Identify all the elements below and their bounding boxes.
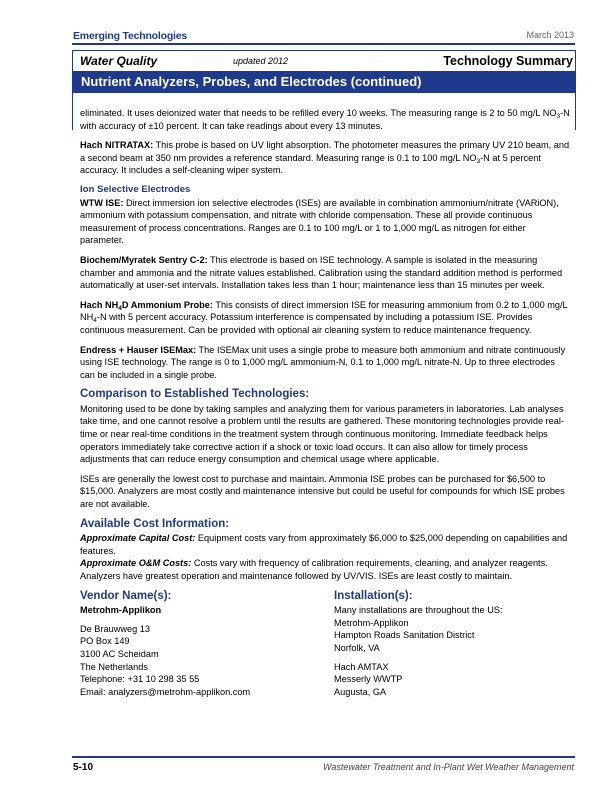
address-line: The Netherlands: [80, 661, 148, 672]
summary-label: Technology Summary: [443, 54, 573, 68]
paragraph: eliminated. It uses deionized water that needs to be refilled every 10 weeks. The measuring range is 2 to 50 mg/L $NO_3-N$ with accuracy of ±10 percent. It can take readings about every 13 minutes.: [80, 108, 570, 131]
paragraph: ISEs are generally the lowest cost to purchase and maintain. Ammonia ISE probes can be purchased for $6,500 to $15,000. Analyzers are most costly and maintenance intensive but could be useful for compounds for which ISE probes are not available.: [80, 473, 565, 510]
header-section: Emerging Technologies: [73, 30, 188, 42]
paragraph: Approximate Capital Cost: Equipment costs vary from approximately $6,000 to $25,000 depending on capabilities and features.: [80, 533, 568, 556]
header-rule: [72, 43, 575, 45]
install-line: Hach AMTAX: [334, 661, 389, 672]
vendor-name: Metrohm-Applikon: [80, 605, 162, 616]
vendor-column: [80, 590, 334, 699]
paragraph: WTW ISE: Direct immersion ion selective electrodes (ISEs) are available in combination ammonium/nitrate (VARiON), ammonium with potassium compensation, and nitrate with chloride compensation. These all provide continuous measurement of process concentrations. Ranges are 0.1 to 100 mg/L or 1 to 1,000 mg/L as nitrogen for either parameter.: [80, 197, 559, 246]
install-line: Hampton Roads Sanitation District: [334, 630, 475, 641]
paragraph: Biochem/Myratek Sentry C-2: This electrode is based on ISE technology. A sample is isolated in the measuring chamber and ammonia and the nitrate values established. Calibration using the standard addition method is performed automatically at user-set intervals. Installation takes less than 1 hour; maintenance less than 15 minutes per week.: [80, 254, 563, 291]
address-line: 3100 AC Scheidam: [80, 648, 159, 659]
install-column: [334, 590, 570, 699]
section-heading: Available Cost Information:: [80, 517, 230, 530]
email: Email: analyzers@metrohm-applikon.com: [80, 686, 251, 697]
footer-title: Wastewater Treatment and In-Plant Wet Weather Management: [323, 762, 574, 772]
section-heading: Vendor Name(s):: [80, 589, 172, 602]
header-date: March 2013: [526, 30, 574, 40]
section-heading: Comparison to Established Technologies:: [80, 388, 310, 401]
paragraph: Hach NITRATAX: This probe is based on UV light absorption. The photometer measures the primary UV 210 beam, and a second beam at 350 nm provides a reference standard. Measuring range is 0.1 to 100 mg/L $NO_3-N$ at 5 percent accuracy. It includes a self-cleaning wiper system.: [80, 140, 570, 176]
paragraph: Monitoring used to be done by taking samples and analyzing them for various parameters in laboratories. Lab analyses take time, and one cannot resolve a problem until the results are gathered. These monitoring technologies provide real-time or near real-time conditions in the treatment system through continuous monitoring. Immediate feedback helps operators immediately take corrective action if a shock or toxic load occurs. It can also allow for timely process adjustments that can reduce energy consumption and chemical usage where applicable.: [80, 403, 564, 465]
address-line: De Brauwweg 13: [80, 623, 150, 634]
install-line: Augusta, GA: [334, 686, 387, 697]
paragraph: Endress + Hauser ISEMax: The ISEMax unit uses a single probe to measure both ammonium and nitrate continuously using ISE technology. The range is 0 to 1,000 mg/L ammonium-N, 0.1 to 1,000 mg/L nitrate-N. Up to three electrodes can be included in a single probe.: [80, 344, 566, 380]
page-number: 5-10: [73, 762, 94, 773]
install-line: Norfolk, VA: [334, 642, 380, 653]
main-content: [80, 107, 570, 698]
address-line: PO Box 149: [80, 636, 130, 647]
telephone: Telephone: +31 10 298 35 55: [80, 674, 200, 685]
updated-label: updated 2012: [233, 56, 289, 66]
page-title: Nutrient Analyzers, Probes, and Electrodes (continued): [73, 71, 575, 93]
section-heading: Installation(s):: [334, 589, 413, 602]
install-line: Many installations are throughout the US:: [334, 605, 503, 616]
install-line: Messerly WWTP: [334, 674, 403, 685]
category-label: Water Quality: [80, 54, 158, 68]
vendor-install-section: [80, 590, 570, 699]
subheading: Ion Selective Electrodes: [80, 183, 191, 195]
install-line: Metrohm-Applikon: [334, 617, 409, 628]
paragraph: Hach $NH_4D$ Ammonium Probe: This consists of direct immersion ISE for measuring ammonium from 0.2 to 1,000 mg/L $NH_4-N$ with 5 percent accuracy. Potassium interference is compensated by including a potassium ISE. Provides continuous measurement. Can be provided with optional air cleaning system to reduce maintenance frequency.: [80, 299, 568, 335]
paragraph: Approximate O&M Costs: Costs vary with frequency of calibration requirements, cleaning, and analyzer reagents. Analyzers have greatest operation and maintenance followed by UV/VIS. ISEs are least costly to maintain.: [80, 558, 548, 581]
footer-rule: [72, 756, 575, 758]
